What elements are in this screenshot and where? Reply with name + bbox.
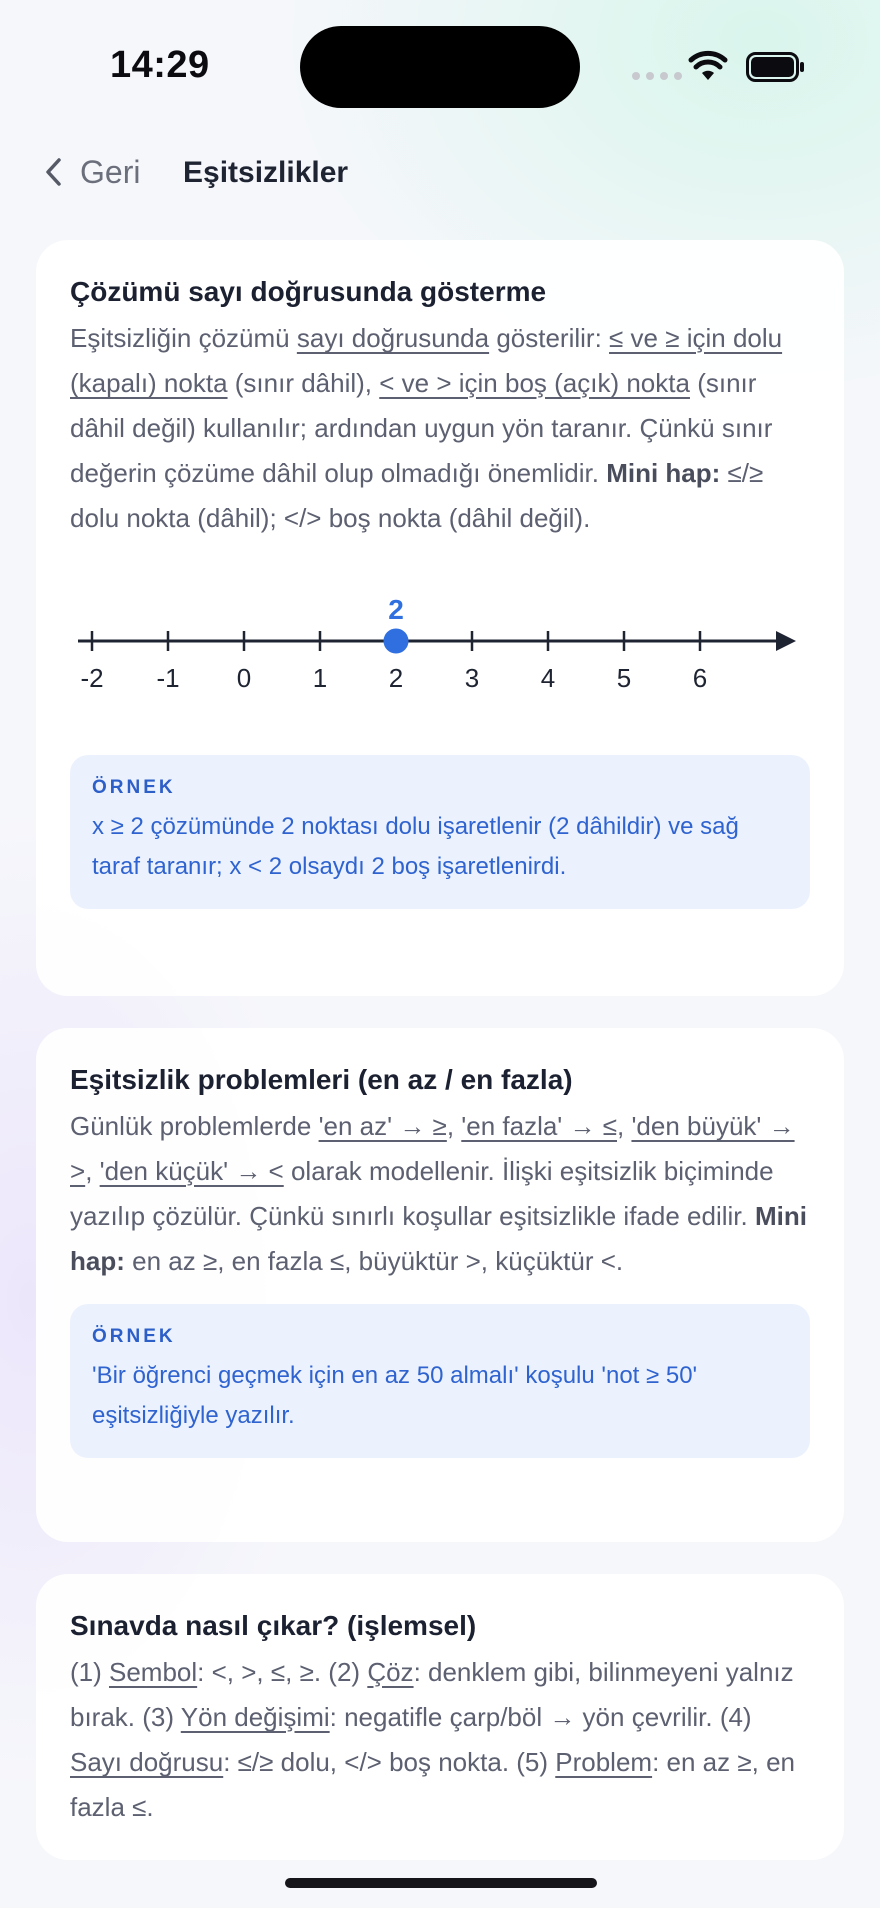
tick-label: -2: [80, 663, 104, 693]
card-body: [70, 1104, 810, 1284]
example-label: ÖRNEK: [92, 1326, 176, 1347]
body-text: : en az ≥, en fazla ≤.: [70, 1747, 796, 1822]
card-title: Sınavda nasıl çıkar? (işlemsel): [70, 1610, 477, 1641]
body-text: (sınır dâhil),: [227, 368, 380, 398]
card-title: Çözümü sayı doğrusunda gösterme: [70, 276, 547, 307]
underlined-term: ≤ ve ≥ için dolu (kapalı) nokta: [70, 323, 783, 398]
number-line-diagram: [70, 577, 810, 707]
body-text: (1): [70, 1657, 109, 1687]
body-text: ,: [446, 1111, 462, 1141]
tick-label: 0: [236, 663, 252, 693]
number-line-arrow: [776, 631, 796, 651]
card-title: Eşitsizlik problemleri (en az / en fazla): [70, 1064, 573, 1095]
body-text: en az ≥, en fazla ≤, büyüktür >, küçüktür <.: [124, 1246, 624, 1276]
tick-label: 3: [464, 663, 480, 693]
underlined-term: 'en az' → ≥: [318, 1111, 447, 1141]
body-text: Günlük problemlerde: [70, 1111, 319, 1141]
wifi-icon: [688, 50, 728, 84]
mini-hap-label: Mini hap:: [606, 458, 721, 488]
home-indicator[interactable]: [285, 1878, 597, 1888]
body-text: : negatifle çarp/böl → yön çevrilir. (4): [329, 1702, 752, 1732]
body-text: : denklem gibi, bilinmeyeni yalnız bırak. (3): [70, 1657, 794, 1732]
card-body: [70, 316, 810, 541]
card-body: [70, 1650, 810, 1830]
example-label: ÖRNEK: [92, 777, 176, 798]
mini-hap-label: Mini hap:: [70, 1201, 807, 1276]
body-text: olarak modellenir. İlişki eşitsizlik biçiminde yazılıp çözülür. Çünkü sınırlı koşullar eşitsizlikle ifade edilir.: [70, 1156, 774, 1231]
underlined-term: sayı doğrusunda: [296, 323, 490, 353]
back-label: Geri: [80, 153, 141, 190]
underlined-term: < ve > için boş (açık) nokta: [379, 368, 690, 398]
body-text: : <, >, ≤, ≥. (2): [197, 1657, 368, 1687]
page-title: Eşitsizlikler: [183, 156, 349, 189]
example-text: 'Bir öğrenci geçmek için en az 50 almalı' koşulu 'not ≥ 50' eşitsizliğiyle yazılır.: [92, 1362, 698, 1429]
example-text: x ≥ 2 çözümünde 2 noktası dolu işaretlenir (2 dâhildir) ve sağ taraf taranır; x < 2 olsaydı 2 boş işaretlenirdi.: [92, 813, 739, 880]
body-text: : ≤/≥ dolu, </> boş nokta. (5): [223, 1747, 556, 1777]
status-bar: [0, 0, 880, 130]
body-text: ,: [617, 1111, 632, 1141]
body-text: Eşitsizliğin çözümü: [70, 323, 297, 353]
status-time: 14:29: [110, 44, 210, 86]
underlined-term: Çöz: [367, 1657, 414, 1687]
example-box: [70, 1304, 810, 1458]
back-button[interactable]: [44, 150, 140, 194]
body-text: ≤/≥ dolu nokta (dâhil); </> boş nokta (dâhil değil).: [70, 458, 764, 533]
battery-icon: [746, 52, 806, 82]
tick-label: -1: [156, 663, 180, 693]
underlined-term: Sembol: [109, 1657, 198, 1687]
underlined-term: 'den küçük' → <: [99, 1156, 284, 1186]
cellular-signal-icon: [632, 72, 682, 80]
body-text: ,: [85, 1156, 100, 1186]
lesson-card-problems: [36, 1028, 844, 1542]
underlined-term: Problem: [555, 1747, 653, 1777]
navigation-bar: [0, 140, 880, 204]
dynamic-island: [300, 26, 580, 108]
marked-point: [385, 630, 407, 652]
underlined-term: 'den büyük' → >: [70, 1111, 795, 1186]
tick-label: 5: [616, 663, 632, 693]
chevron-left-icon: [44, 157, 64, 187]
lesson-card-number-line: [36, 240, 844, 996]
body-text: gösterilir:: [489, 323, 610, 353]
body-text: (sınır dâhil değil) kullanılır; ardından uygun yön taranır. Çünkü sınır değerin çözüme dâhil olup olmadığı önemlidir.: [70, 368, 773, 488]
underlined-term: Yön değişimi: [180, 1702, 330, 1732]
tick-label: 4: [540, 663, 556, 693]
example-box: [70, 755, 810, 909]
tick-label: 2: [388, 663, 404, 693]
marked-value-label: 2: [388, 594, 404, 625]
tick-label: 1: [312, 663, 328, 693]
tick-label: 6: [692, 663, 708, 693]
underlined-term: Sayı doğrusu: [70, 1747, 224, 1777]
underlined-term: 'en fazla' → ≤: [461, 1111, 617, 1141]
lesson-card-exam: [36, 1574, 844, 1860]
